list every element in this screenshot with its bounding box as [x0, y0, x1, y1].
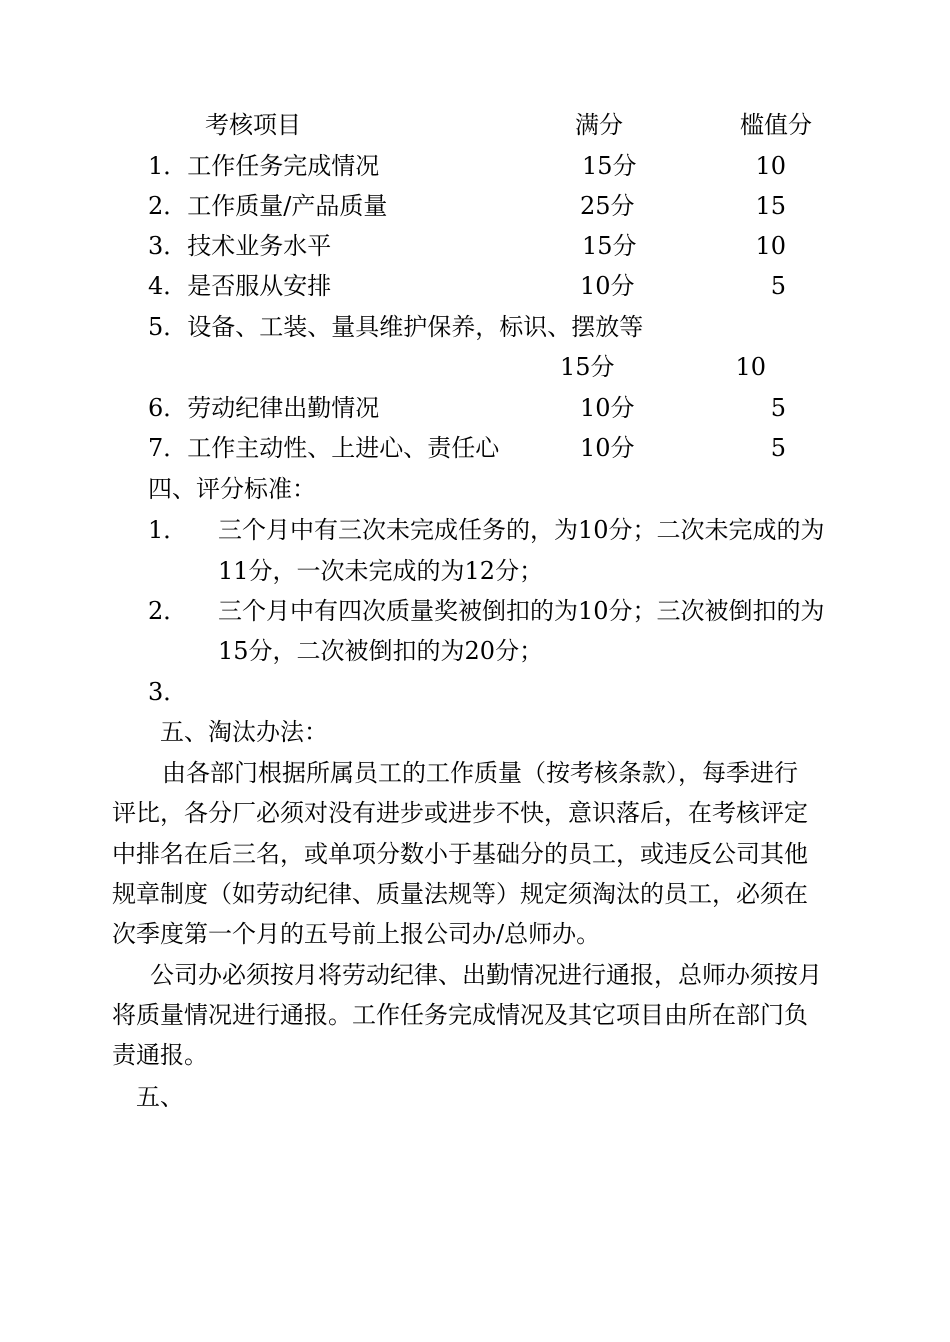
scoring-item-number: 3． — [148, 678, 188, 706]
row-threshold: 10 — [755, 152, 786, 180]
paragraph-line: 次季度第一个月的五号前上报公司办/总师办。 — [112, 920, 601, 948]
row-item: 7．工作主动性、上进心、责任心 — [148, 434, 500, 462]
header-threshold: 槛值分 — [740, 111, 812, 139]
scoring-item-text: 三个月中有三次未完成任务的，为10分；二次未完成的为 — [218, 516, 825, 544]
row-threshold: 5 — [770, 434, 786, 462]
row-full-score: 10分 — [580, 272, 635, 300]
paragraph-line: 将质量情况进行通报。工作任务完成情况及其它项目由所在部门负 — [112, 1001, 808, 1029]
elimination-heading: 五、淘汰办法： — [160, 718, 328, 746]
row-item: 1．工作任务完成情况 — [148, 152, 380, 180]
scoring-heading: 四、评分标准： — [148, 475, 316, 503]
row-threshold: 5 — [770, 394, 786, 422]
row-item: 3．技术业务水平 — [148, 232, 332, 260]
scoring-item-number: 2． — [148, 597, 188, 625]
scoring-item-text-cont: 15分，二次被倒扣的为20分； — [218, 637, 544, 665]
row-item: 5．设备、工装、量具维护保养，标识、摆放等 — [148, 313, 644, 341]
trailing-heading: 五、 — [136, 1083, 184, 1111]
row-full-score: 10分 — [580, 434, 635, 462]
scoring-item-text: 三个月中有四次质量奖被倒扣的为10分；三次被倒扣的为 — [218, 597, 825, 625]
row-threshold: 5 — [770, 272, 786, 300]
paragraph-line: 规章制度（如劳动纪律、质量法规等）规定须淘汰的员工，必须在 — [112, 880, 808, 908]
row-full-score: 25分 — [580, 192, 635, 220]
row-full-score: 10分 — [580, 394, 635, 422]
paragraph-line: 责通报。 — [112, 1041, 208, 1069]
row-full-score: 15分 — [582, 232, 637, 260]
scoring-item-number: 1． — [148, 516, 188, 544]
row-full-score: 15分 — [582, 152, 637, 180]
row-full-score: 15分 — [560, 353, 615, 381]
paragraph-line: 公司办必须按月将劳动纪律、出勤情况进行通报，总师办须按月 — [150, 961, 822, 989]
row-threshold: 15 — [755, 192, 786, 220]
scoring-item-text-cont: 11分，一次未完成的为12分； — [218, 557, 544, 585]
paragraph-line: 评比，各分厂必须对没有进步或进步不快，意识落后，在考核评定 — [112, 799, 808, 827]
row-item: 4．是否服从安排 — [148, 272, 332, 300]
header-full-score: 满分 — [575, 111, 623, 139]
row-threshold: 10 — [755, 232, 786, 260]
row-threshold: 10 — [735, 353, 766, 381]
paragraph-line: 由各部门根据所属员工的工作质量（按考核条款），每季进行 — [162, 759, 798, 787]
row-item: 2．工作质量/产品质量 — [148, 192, 388, 220]
header-item: 考核项目 — [205, 111, 301, 139]
paragraph-line: 中排名在后三名，或单项分数小于基础分的员工，或违反公司其他 — [112, 840, 808, 868]
row-item: 6．劳动纪律出勤情况 — [148, 394, 380, 422]
